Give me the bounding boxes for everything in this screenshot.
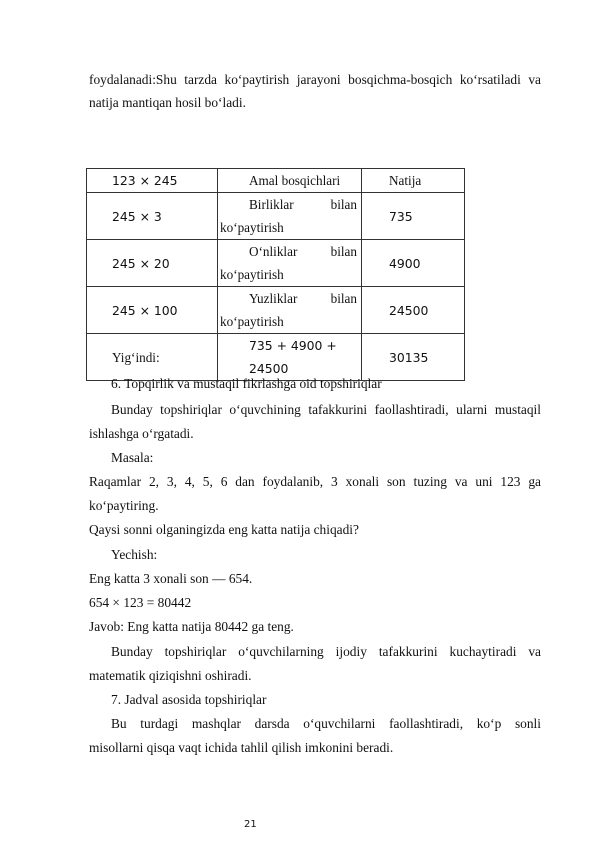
row-step-line-2: ko‘paytirish <box>220 220 284 235</box>
row-result: 24500 <box>362 287 465 334</box>
row-step-line-2: ko‘paytirish <box>220 314 284 329</box>
header-expression: 123 × 245 <box>112 173 178 188</box>
row-step-line-1: Yuzliklar bilan <box>249 291 357 306</box>
table-row <box>87 193 465 240</box>
intro-line-2: natija mantiqan hosil bo‘ladi. <box>89 95 246 110</box>
page-number: 21 <box>244 819 257 830</box>
solution-line-2: 654 × 123 = 80442 <box>89 595 192 610</box>
section-6-para-2-line-2: matematik qiziqishni oshiradi. <box>89 668 252 683</box>
section-6-heading: 6. Topqirlik va mustaqil fikrlashga oid topshiriqlar <box>111 376 382 391</box>
masala-line-2: ko‘paytiring. <box>89 498 159 513</box>
header-result: Natija <box>362 169 465 193</box>
table-header-row <box>87 169 465 193</box>
row-step-line-2: ko‘paytirish <box>220 267 284 282</box>
multiplication-table <box>86 168 465 381</box>
masala-label: Masala: <box>111 450 154 465</box>
table-row <box>87 287 465 334</box>
intro-line-1: foydalanadi:Shu tarzda ko‘paytirish jarayoni bosqichma-bosqich ko‘rsatiladi va <box>89 72 541 87</box>
section-6-para-1-line-1: Bunday topshiriqlar o‘quvchining tafakkurini faollashtiradi, ularni mustaqil <box>111 402 541 417</box>
row-expression: 245 × 20 <box>112 255 170 271</box>
table-row <box>87 240 465 287</box>
section-7-para-line-1: Bu turdagi mashqlar darsda o‘quvchilarni faollashtiradi, ko‘p sonli <box>111 716 541 731</box>
yechish-label: Yechish: <box>111 547 158 562</box>
header-steps: Amal bosqichlari <box>249 173 341 188</box>
row-step-line-1: Birliklar bilan <box>249 197 357 212</box>
total-result: 30135 <box>362 334 465 381</box>
total-label: Yig‘indi: <box>87 334 218 381</box>
row-result: 4900 <box>362 240 465 287</box>
total-sum: 735 + 4900 + 24500 <box>249 338 337 376</box>
section-6-para-1-line-2: ishlashga o‘rgatadi. <box>89 426 194 441</box>
section-7-heading: 7. Jadval asosida topshiriqlar <box>111 692 267 707</box>
section-7-para-line-2: misollarni qisqa vaqt ichida tahlil qilish imkonini beradi. <box>89 740 394 755</box>
row-expression: 245 × 100 <box>112 302 178 318</box>
section-6-para-2-line-1: Bunday topshiriqlar o‘quvchilarning ijodiy tafakkurini kuchaytiradi va <box>111 644 541 659</box>
solution-line-1: Eng katta 3 xonali son — 654. <box>89 571 253 586</box>
answer-line: Javob: Eng katta natija 80442 ga teng. <box>89 619 294 634</box>
row-step-line-1: O‘nliklar bilan <box>249 244 357 259</box>
masala-question: Qaysi sonni olganingizda eng katta natija chiqadi? <box>89 522 359 537</box>
row-result: 735 <box>362 193 465 240</box>
row-expression: 245 × 3 <box>112 208 162 224</box>
masala-line-1: Raqamlar 2, 3, 4, 5, 6 dan foydalanib, 3 xonali son tuzing va uni 123 ga <box>89 474 541 489</box>
